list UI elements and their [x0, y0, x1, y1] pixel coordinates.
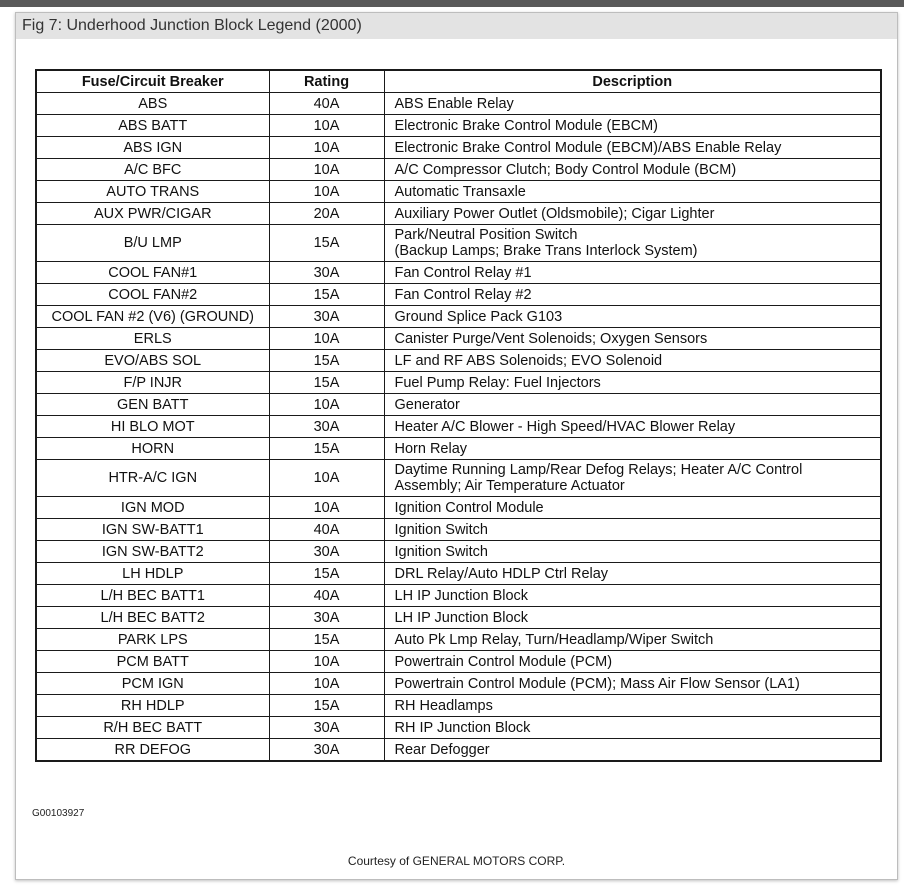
fuse-description-cell: Auto Pk Lmp Relay, Turn/Headlamp/Wiper Switch — [384, 629, 881, 651]
fuse-rating-cell: 30A — [269, 717, 384, 739]
fuse-description-cell: Fan Control Relay #1 — [384, 262, 881, 284]
table-row — [36, 115, 881, 137]
column-header-fuse: Fuse/Circuit Breaker — [36, 70, 269, 93]
fuse-rating-cell: 15A — [269, 563, 384, 585]
table-row — [36, 541, 881, 563]
fuse-name-cell: PCM BATT — [36, 651, 269, 673]
fuse-rating-cell: 15A — [269, 350, 384, 372]
fuse-description-cell: Ignition Control Module — [384, 497, 881, 519]
fuse-description-cell: LH IP Junction Block — [384, 585, 881, 607]
fuse-name-cell: AUX PWR/CIGAR — [36, 203, 269, 225]
fuse-rating-cell: 30A — [269, 541, 384, 563]
table-row — [36, 607, 881, 629]
figure-code: G00103927 — [32, 808, 85, 819]
figure-frame — [15, 12, 898, 880]
table-row — [36, 563, 881, 585]
fuse-rating-cell: 30A — [269, 416, 384, 438]
fuse-rating-cell: 10A — [269, 394, 384, 416]
table-row — [36, 739, 881, 762]
table-row — [36, 519, 881, 541]
fuse-name-cell: HI BLO MOT — [36, 416, 269, 438]
courtesy-credit: Courtesy of GENERAL MOTORS CORP. — [347, 854, 566, 868]
fuse-name-cell: IGN SW-BATT1 — [36, 519, 269, 541]
fuse-rating-cell: 10A — [269, 497, 384, 519]
fuse-description-cell: Canister Purge/Vent Solenoids; Oxygen Sensors — [384, 328, 881, 350]
fuse-rating-cell: 30A — [269, 262, 384, 284]
fuse-rating-cell: 15A — [269, 372, 384, 394]
table-row — [36, 629, 881, 651]
fuse-rating-cell: 30A — [269, 306, 384, 328]
fuse-description-cell: Fan Control Relay #2 — [384, 284, 881, 306]
fuse-description-cell: Daytime Running Lamp/Rear Defog Relays; Heater A/C Control Assembly; Air Temperature Actuator — [384, 460, 881, 497]
fuse-name-cell: PCM IGN — [36, 673, 269, 695]
column-header-description: Description — [384, 70, 881, 93]
fuse-rating-cell: 30A — [269, 607, 384, 629]
table-row — [36, 695, 881, 717]
fuse-name-cell: IGN MOD — [36, 497, 269, 519]
fuse-name-cell: ERLS — [36, 328, 269, 350]
table-row — [36, 284, 881, 306]
fuse-rating-cell: 15A — [269, 284, 384, 306]
fuse-name-cell: F/P INJR — [36, 372, 269, 394]
fuse-description-cell: RH Headlamps — [384, 695, 881, 717]
table-row — [36, 372, 881, 394]
fuse-legend-table — [35, 69, 882, 762]
table-body — [36, 93, 881, 762]
fuse-description-cell: DRL Relay/Auto HDLP Ctrl Relay — [384, 563, 881, 585]
table-row — [36, 717, 881, 739]
fuse-name-cell: L/H BEC BATT1 — [36, 585, 269, 607]
fuse-rating-cell: 10A — [269, 115, 384, 137]
table-row — [36, 137, 881, 159]
fuse-rating-cell: 15A — [269, 629, 384, 651]
fuse-name-cell: L/H BEC BATT2 — [36, 607, 269, 629]
fuse-name-cell: IGN SW-BATT2 — [36, 541, 269, 563]
fuse-rating-cell: 40A — [269, 585, 384, 607]
figure-title: Fig 7: Underhood Junction Block Legend (2000) — [16, 13, 897, 39]
fuse-description-cell: A/C Compressor Clutch; Body Control Module (BCM) — [384, 159, 881, 181]
table-row — [36, 93, 881, 115]
table-header-row — [36, 70, 881, 93]
fuse-rating-cell: 10A — [269, 673, 384, 695]
fuse-name-cell: RH HDLP — [36, 695, 269, 717]
table-row — [36, 225, 881, 262]
fuse-description-cell: Ignition Switch — [384, 519, 881, 541]
table-row — [36, 306, 881, 328]
fuse-description-cell: LH IP Junction Block — [384, 607, 881, 629]
fuse-description-cell: Auxiliary Power Outlet (Oldsmobile); Cigar Lighter — [384, 203, 881, 225]
table-row — [36, 394, 881, 416]
fuse-description-cell: Electronic Brake Control Module (EBCM)/ABS Enable Relay — [384, 137, 881, 159]
fuse-description-cell: Powertrain Control Module (PCM); Mass Air Flow Sensor (LA1) — [384, 673, 881, 695]
fuse-description-cell: Horn Relay — [384, 438, 881, 460]
window-top-bar — [0, 0, 904, 7]
table-row — [36, 159, 881, 181]
table-row — [36, 328, 881, 350]
fuse-description-cell: Park/Neutral Position Switch (Backup Lamps; Brake Trans Interlock System) — [384, 225, 881, 262]
fuse-name-cell: B/U LMP — [36, 225, 269, 262]
fuse-name-cell: HORN — [36, 438, 269, 460]
fuse-rating-cell: 10A — [269, 328, 384, 350]
table-row — [36, 651, 881, 673]
table-row — [36, 350, 881, 372]
fuse-name-cell: RR DEFOG — [36, 739, 269, 762]
fuse-rating-cell: 20A — [269, 203, 384, 225]
fuse-name-cell: ABS BATT — [36, 115, 269, 137]
fuse-description-cell: Automatic Transaxle — [384, 181, 881, 203]
fuse-description-cell: Electronic Brake Control Module (EBCM) — [384, 115, 881, 137]
fuse-description-cell: ABS Enable Relay — [384, 93, 881, 115]
fuse-name-cell: PARK LPS — [36, 629, 269, 651]
fuse-description-cell: Ground Splice Pack G103 — [384, 306, 881, 328]
table-row — [36, 585, 881, 607]
fuse-name-cell: ABS — [36, 93, 269, 115]
fuse-rating-cell: 40A — [269, 519, 384, 541]
fuse-description-cell: Fuel Pump Relay: Fuel Injectors — [384, 372, 881, 394]
fuse-description-cell: Heater A/C Blower - High Speed/HVAC Blower Relay — [384, 416, 881, 438]
fuse-description-cell: Ignition Switch — [384, 541, 881, 563]
fuse-rating-cell: 10A — [269, 181, 384, 203]
fuse-rating-cell: 40A — [269, 93, 384, 115]
table-row — [36, 497, 881, 519]
fuse-name-cell: GEN BATT — [36, 394, 269, 416]
fuse-name-cell: COOL FAN #2 (V6) (GROUND) — [36, 306, 269, 328]
table-row — [36, 203, 881, 225]
fuse-description-cell: RH IP Junction Block — [384, 717, 881, 739]
fuse-rating-cell: 10A — [269, 651, 384, 673]
column-header-rating: Rating — [269, 70, 384, 93]
table-row — [36, 438, 881, 460]
table-row — [36, 416, 881, 438]
table-row — [36, 460, 881, 497]
fuse-rating-cell: 15A — [269, 695, 384, 717]
fuse-description-cell: LF and RF ABS Solenoids; EVO Solenoid — [384, 350, 881, 372]
fuse-rating-cell: 15A — [269, 438, 384, 460]
fuse-name-cell: EVO/ABS SOL — [36, 350, 269, 372]
fuse-name-cell: AUTO TRANS — [36, 181, 269, 203]
table-row — [36, 181, 881, 203]
fuse-name-cell: ABS IGN — [36, 137, 269, 159]
fuse-description-cell: Generator — [384, 394, 881, 416]
fuse-description-cell: Powertrain Control Module (PCM) — [384, 651, 881, 673]
fuse-name-cell: LH HDLP — [36, 563, 269, 585]
table-row — [36, 262, 881, 284]
fuse-description-cell: Rear Defogger — [384, 739, 881, 762]
fuse-rating-cell: 10A — [269, 460, 384, 497]
fuse-rating-cell: 15A — [269, 225, 384, 262]
fuse-name-cell: COOL FAN#1 — [36, 262, 269, 284]
fuse-rating-cell: 30A — [269, 739, 384, 762]
fuse-name-cell: R/H BEC BATT — [36, 717, 269, 739]
fuse-name-cell: A/C BFC — [36, 159, 269, 181]
fuse-rating-cell: 10A — [269, 137, 384, 159]
fuse-name-cell: COOL FAN#2 — [36, 284, 269, 306]
fuse-name-cell: HTR-A/C IGN — [36, 460, 269, 497]
table-row — [36, 673, 881, 695]
fuse-rating-cell: 10A — [269, 159, 384, 181]
